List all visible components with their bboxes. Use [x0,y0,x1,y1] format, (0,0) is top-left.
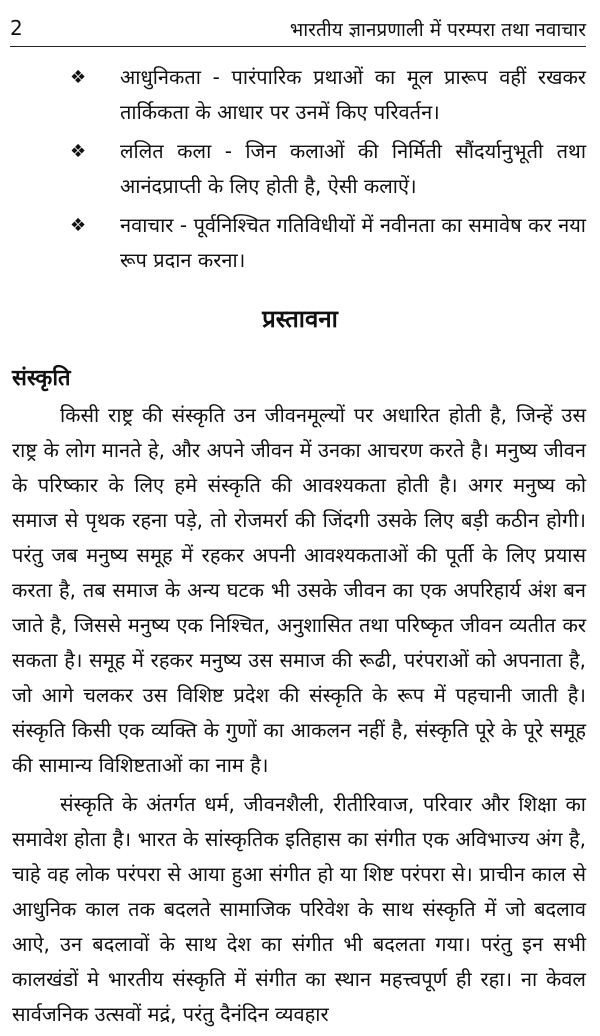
glossary-text: ललित कला - जिन कलाओं की निर्मिती सौंदर्यानुभूती तथा आनंदप्राप्ती के लिए होती है, ऐसी कलाऐं। [120,139,586,198]
running-title: भारतीय ज्ञानप्रणाली में परम्परा तथा नवाचार [289,19,586,41]
glossary-item [0,60,600,130]
page-header [10,10,586,47]
subheading: संस्कृति [12,366,71,391]
diamond-bullet-icon: ❖ [70,141,87,162]
paragraph: संस्कृति के अंतर्गत धर्म, जीवनशैली, रीतीरिवाज, परिवार और शिक्षा का समावेश होता है। भारत के सांस्कृतिक इतिहास का संगीत एक अविभाज्य अंग है, चाहे वह लोक परंपरा से आया हुआ संगीत हो या शिष्ट परंपरा से। प्राचीन काल से आधुनिक काल तक बदलते सामाजिक परिवेश के साथ संस्कृति में जो बदलाव आऐ, उन बदलावों के साथ देश का संगीत भी बदलता गया। परंतु इन सभी कालखंडों मे भारतीय संस्कृति में संगीत का स्थान महत्त्वपूर्ण ही रहा। ना केवल सार्वजनिक उत्सवों मद्रं, परंतु दैनंदिन व्यवहार [12,792,586,1026]
glossary-item [0,208,600,278]
section-title: प्रस्तावना [262,305,338,333]
glossary-item [0,134,600,204]
glossary-list [0,60,600,282]
body-text [12,398,586,1036]
page-number: 2 [10,16,23,40]
diamond-bullet-icon: ❖ [70,215,87,236]
glossary-text: नवाचार - पूर्वनिश्चित गतिविधीयों में नवीनता का समावेष कर नया रूप प्रदान करना। [120,213,586,272]
glossary-text: आधुनिकता - पारंपारिक प्रथाओं का मूल प्रारूप वहीं रखकर तार्किकता के आधार पर उनमें किए परिवर्तन। [120,65,586,124]
paragraph: किसी राष्ट्र की संस्कृति उन जीवनमूल्यों पर अधारित होती है, जिन्हें उस राष्ट्र के लोग मानते हे, और अपने जीवन में उनका आचरण करते है। मनुष्य जीवन के परिष्कार के लिए हमे संस्कृति की आवश्यकता होती है। अगर मनुष्य को समाज से पृथक रहना पड़े, तो रोजमर्रा की जिंदगी उसके लिए बड़ी कठीन होगी। परंतु जब मनुष्य समूह में रहकर अपनी आवश्यकताओं की पूर्ती के लिए प्रयास करता है, तब समाज के अन्य घटक भी उसके जीवन का एक अपरिहार्य अंश बन जाते है, जिससे मनुष्य एक निश्चित, अनुशासित तथा परिष्कृत जीवन व्यतीत कर सकता है। समूह में रहकर मनुष्य उस समाज की रूढी, परंपराओं को अपनाता है, जो आगे चलकर उस विशिष्ट प्रदेश की संस्कृति के रूप में पहचानी जाती है। संस्कृति किसी एक व्यक्ति के गुणों का आकलन नहीं है, संस्कृति पूरे के पूरे समूह की सामान्य विशिष्टताओं का नाम है। [12,403,586,777]
diamond-bullet-icon: ❖ [70,67,87,88]
